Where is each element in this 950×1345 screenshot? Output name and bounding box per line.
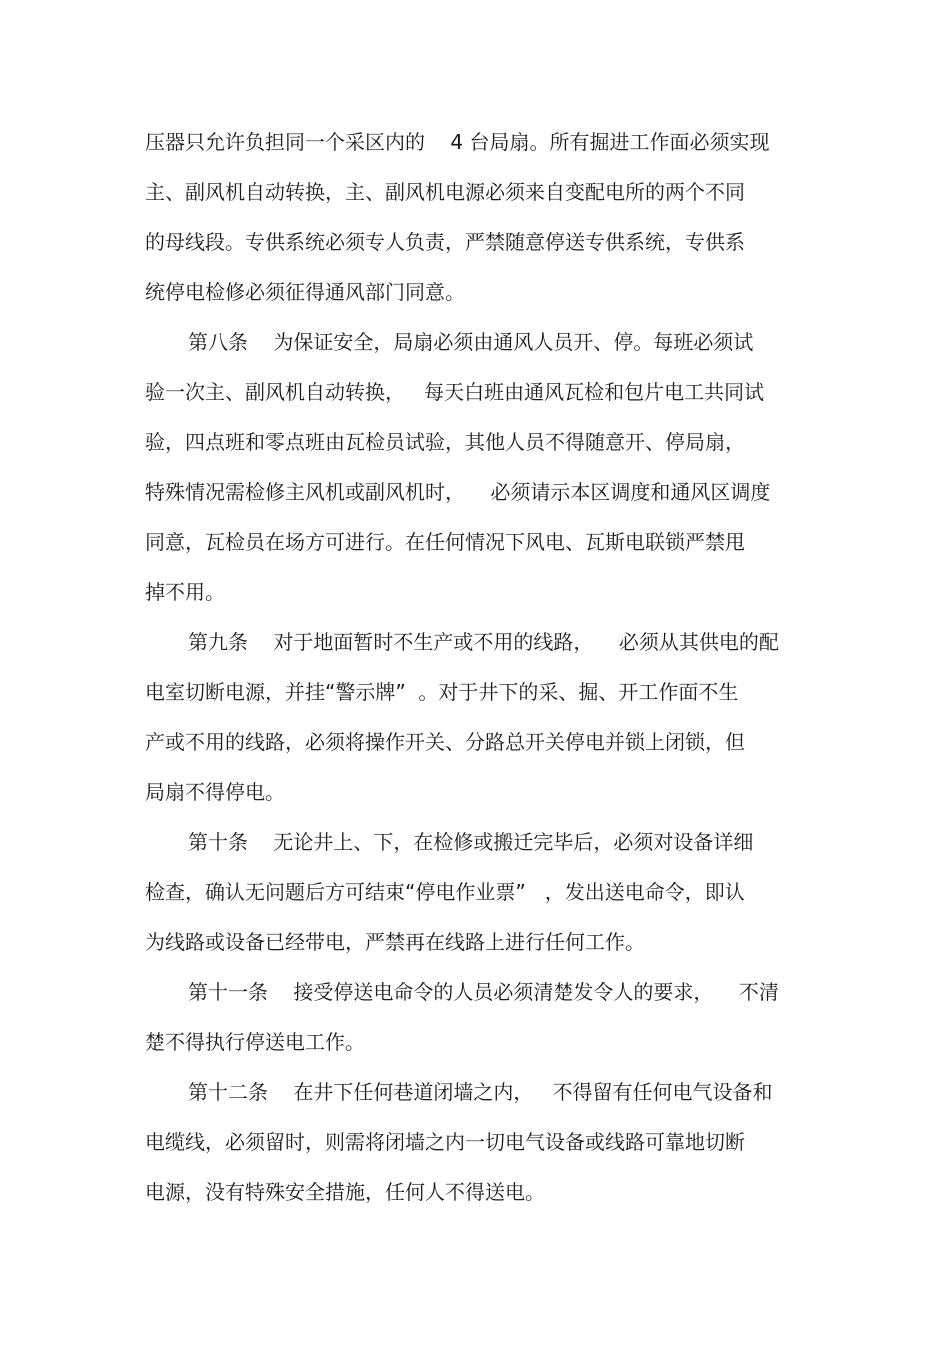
text-line: 产或不用的线路，必须将操作开关、分路总开关停电并锁上闭锁，但 [145, 730, 745, 754]
text-line: 电缆线，必须留时，则需将闭墙之内一切电气设备或线路可靠地切断 [145, 1130, 745, 1154]
text-line: 掉不用。 [145, 580, 225, 604]
text-line: 统停电检修必须征得通风部门同意。 [145, 280, 465, 304]
text-line: 检查，确认无问题后方可结束“停电作业票” ，发出送电命令，即认 [145, 880, 745, 904]
text-line: 的母线段。专供系统必须专人负责，严禁随意停送专供系统，专供系 [145, 230, 745, 254]
text-line: 为线路或设备已经带电，严禁再在线路上进行任何工作。 [145, 930, 645, 954]
article-8-heading-line: 第八条 为保证安全，局扇必须由通风人员开、停。每班必须试 [188, 330, 754, 354]
text-line: 电源，没有特殊安全措施，任何人不得送电。 [145, 1180, 545, 1204]
text-line: 压器只允许负担同一个采区内的 4 台局扇。所有掘进工作面必须实现 [145, 130, 770, 154]
article-11-heading-line: 第十一条 接受停送电命令的人员必须清楚发令人的要求， 不清 [188, 980, 779, 1004]
text-line: 电室切断电源，并挂“警示牌” 。对于井下的采、掘、开工作面不生 [145, 680, 739, 704]
article-12-heading-line: 第十二条 在井下任何巷道闭墙之内， 不得留有任何电气设备和 [188, 1080, 773, 1104]
text-line: 同意，瓦检员在场方可进行。在任何情况下风电、瓦斯电联锁严禁甩 [145, 530, 745, 554]
article-10-heading-line: 第十条 无论井上、下，在检修或搬迁完毕后，必须对设备详细 [188, 830, 754, 854]
article-9-heading-line: 第九条 对于地面暂时不生产或不用的线路， 必须从其供电的配 [188, 630, 779, 654]
text-line: 特殊情况需检修主风机或副风机时， 必须请示本区调度和通风区调度 [145, 480, 771, 504]
text-line: 楚不得执行停送电工作。 [145, 1030, 365, 1054]
text-line: 验，四点班和零点班由瓦检员试验，其他人员不得随意开、停局扇， [145, 430, 745, 454]
text-line: 局扇不得停电。 [145, 780, 285, 804]
text-line: 验一次主、副风机自动转换， 每天白班由通风瓦检和包片电工共同试 [145, 380, 765, 404]
text-line: 主、副风机自动转换，主、副风机电源必须来自变配电所的两个不同 [145, 180, 745, 204]
